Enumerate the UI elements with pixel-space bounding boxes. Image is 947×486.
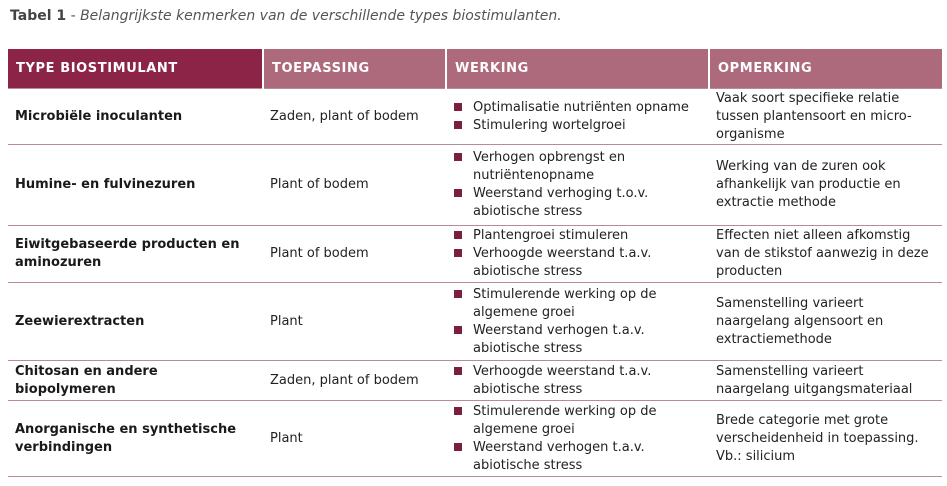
column-header-effect: WERKING (446, 49, 709, 89)
effect-item (453, 117, 705, 135)
application-cell: Plant of bodem (263, 145, 446, 226)
square-bullet-icon (454, 367, 462, 375)
effect-list (453, 99, 705, 135)
application-cell: Plant (263, 283, 446, 361)
effect-cell (446, 145, 709, 226)
remark-cell: Effecten niet alleen afkomstig van de stikstof aanwezig in deze producten (709, 226, 942, 283)
effect-item (453, 439, 705, 475)
column-header-application: TOEPASSING (263, 49, 446, 89)
remark-cell: Samenstelling varieert naargelang uitgangsmateriaal (709, 361, 942, 401)
effect-cell (446, 89, 709, 145)
square-bullet-icon (454, 231, 462, 239)
caption-label: Tabel 1 (10, 8, 67, 24)
type-cell: Humine- en fulvinezuren (8, 145, 263, 226)
effect-list (453, 286, 705, 358)
effect-list (453, 149, 705, 221)
remark-cell: Werking van de zuren ook afhankelijk van productie en extractie methode (709, 145, 942, 226)
square-bullet-icon (454, 121, 462, 129)
effect-item (453, 403, 705, 439)
column-header-remark: OPMERKING (709, 49, 942, 89)
square-bullet-icon (454, 153, 462, 161)
effect-cell (446, 226, 709, 283)
effect-item (453, 322, 705, 358)
caption-separator: - (66, 8, 81, 24)
square-bullet-icon (454, 103, 462, 111)
effect-text: Verhoogde weerstand t.a.v. abiotische stress (473, 363, 652, 397)
square-bullet-icon (454, 249, 462, 257)
table-row (8, 226, 942, 283)
effect-text: Weerstand verhogen t.a.v. abiotische stress (473, 322, 645, 356)
effect-text: Verhogen opbrengst en nutriëntenopname (473, 150, 626, 183)
effect-cell (446, 401, 709, 477)
table-row (8, 145, 942, 226)
effect-cell (446, 361, 709, 401)
application-cell: Plant of bodem (263, 226, 446, 283)
effect-item (453, 99, 705, 117)
effect-text: Stimulerende werking op de algemene groei (473, 403, 657, 437)
remark-cell: Samenstelling varieert naargelang algensoort en extractiemethode (709, 283, 942, 361)
effect-text: Stimulering wortelgroei (473, 117, 626, 133)
application-cell: Zaden, plant of bodem (263, 89, 446, 145)
effect-text: Plantengroei stimuleren (473, 228, 629, 243)
table-row (8, 89, 942, 145)
table-row (8, 401, 942, 477)
square-bullet-icon (454, 290, 462, 298)
effect-item (453, 363, 705, 399)
effect-list (453, 363, 705, 399)
effect-item (453, 185, 705, 221)
effect-item (453, 149, 705, 185)
effect-text: Optimalisatie nutriënten opname (473, 99, 689, 115)
square-bullet-icon (454, 443, 462, 451)
square-bullet-icon (454, 189, 462, 197)
table-header-row (8, 49, 942, 89)
remark-cell: Brede categorie met grote verscheidenheid in toepassing. Vb.: silicium (709, 401, 942, 477)
effect-text: Weerstand verhoging t.o.v. abiotische stress (473, 186, 649, 219)
effect-list (453, 403, 705, 475)
column-header-type: TYPE BIOSTIMULANT (8, 49, 263, 89)
biostimulants-table (8, 49, 942, 477)
table-caption (10, 7, 562, 25)
effect-cell (446, 283, 709, 361)
caption-text: Belangrijkste kenmerken van de verschillende types biostimulanten. (80, 8, 562, 24)
type-cell: Chitosan en andere biopolymeren (8, 361, 263, 401)
effect-item (453, 245, 705, 281)
effect-item (453, 227, 705, 245)
type-cell: Microbiële inoculanten (8, 89, 263, 145)
effect-text: Verhoogde weerstand t.a.v. abiotische stress (473, 246, 652, 279)
application-cell: Zaden, plant of bodem (263, 361, 446, 401)
table-row (8, 283, 942, 361)
effect-item (453, 286, 705, 322)
remark-cell: Vaak soort specifieke relatie tussen plantensoort en micro-organisme (709, 89, 942, 145)
effect-text: Weerstand verhogen t.a.v. abiotische stress (473, 439, 645, 473)
type-cell: Zeewierextracten (8, 283, 263, 361)
type-cell: Anorganische en synthetische verbindingen (8, 401, 263, 477)
square-bullet-icon (454, 407, 462, 415)
application-cell: Plant (263, 401, 446, 477)
table-row (8, 361, 942, 401)
effect-list (453, 227, 705, 281)
square-bullet-icon (454, 326, 462, 334)
effect-text: Stimulerende werking op de algemene groei (473, 286, 657, 320)
type-cell: Eiwitgebaseerde producten en aminozuren (8, 226, 263, 283)
